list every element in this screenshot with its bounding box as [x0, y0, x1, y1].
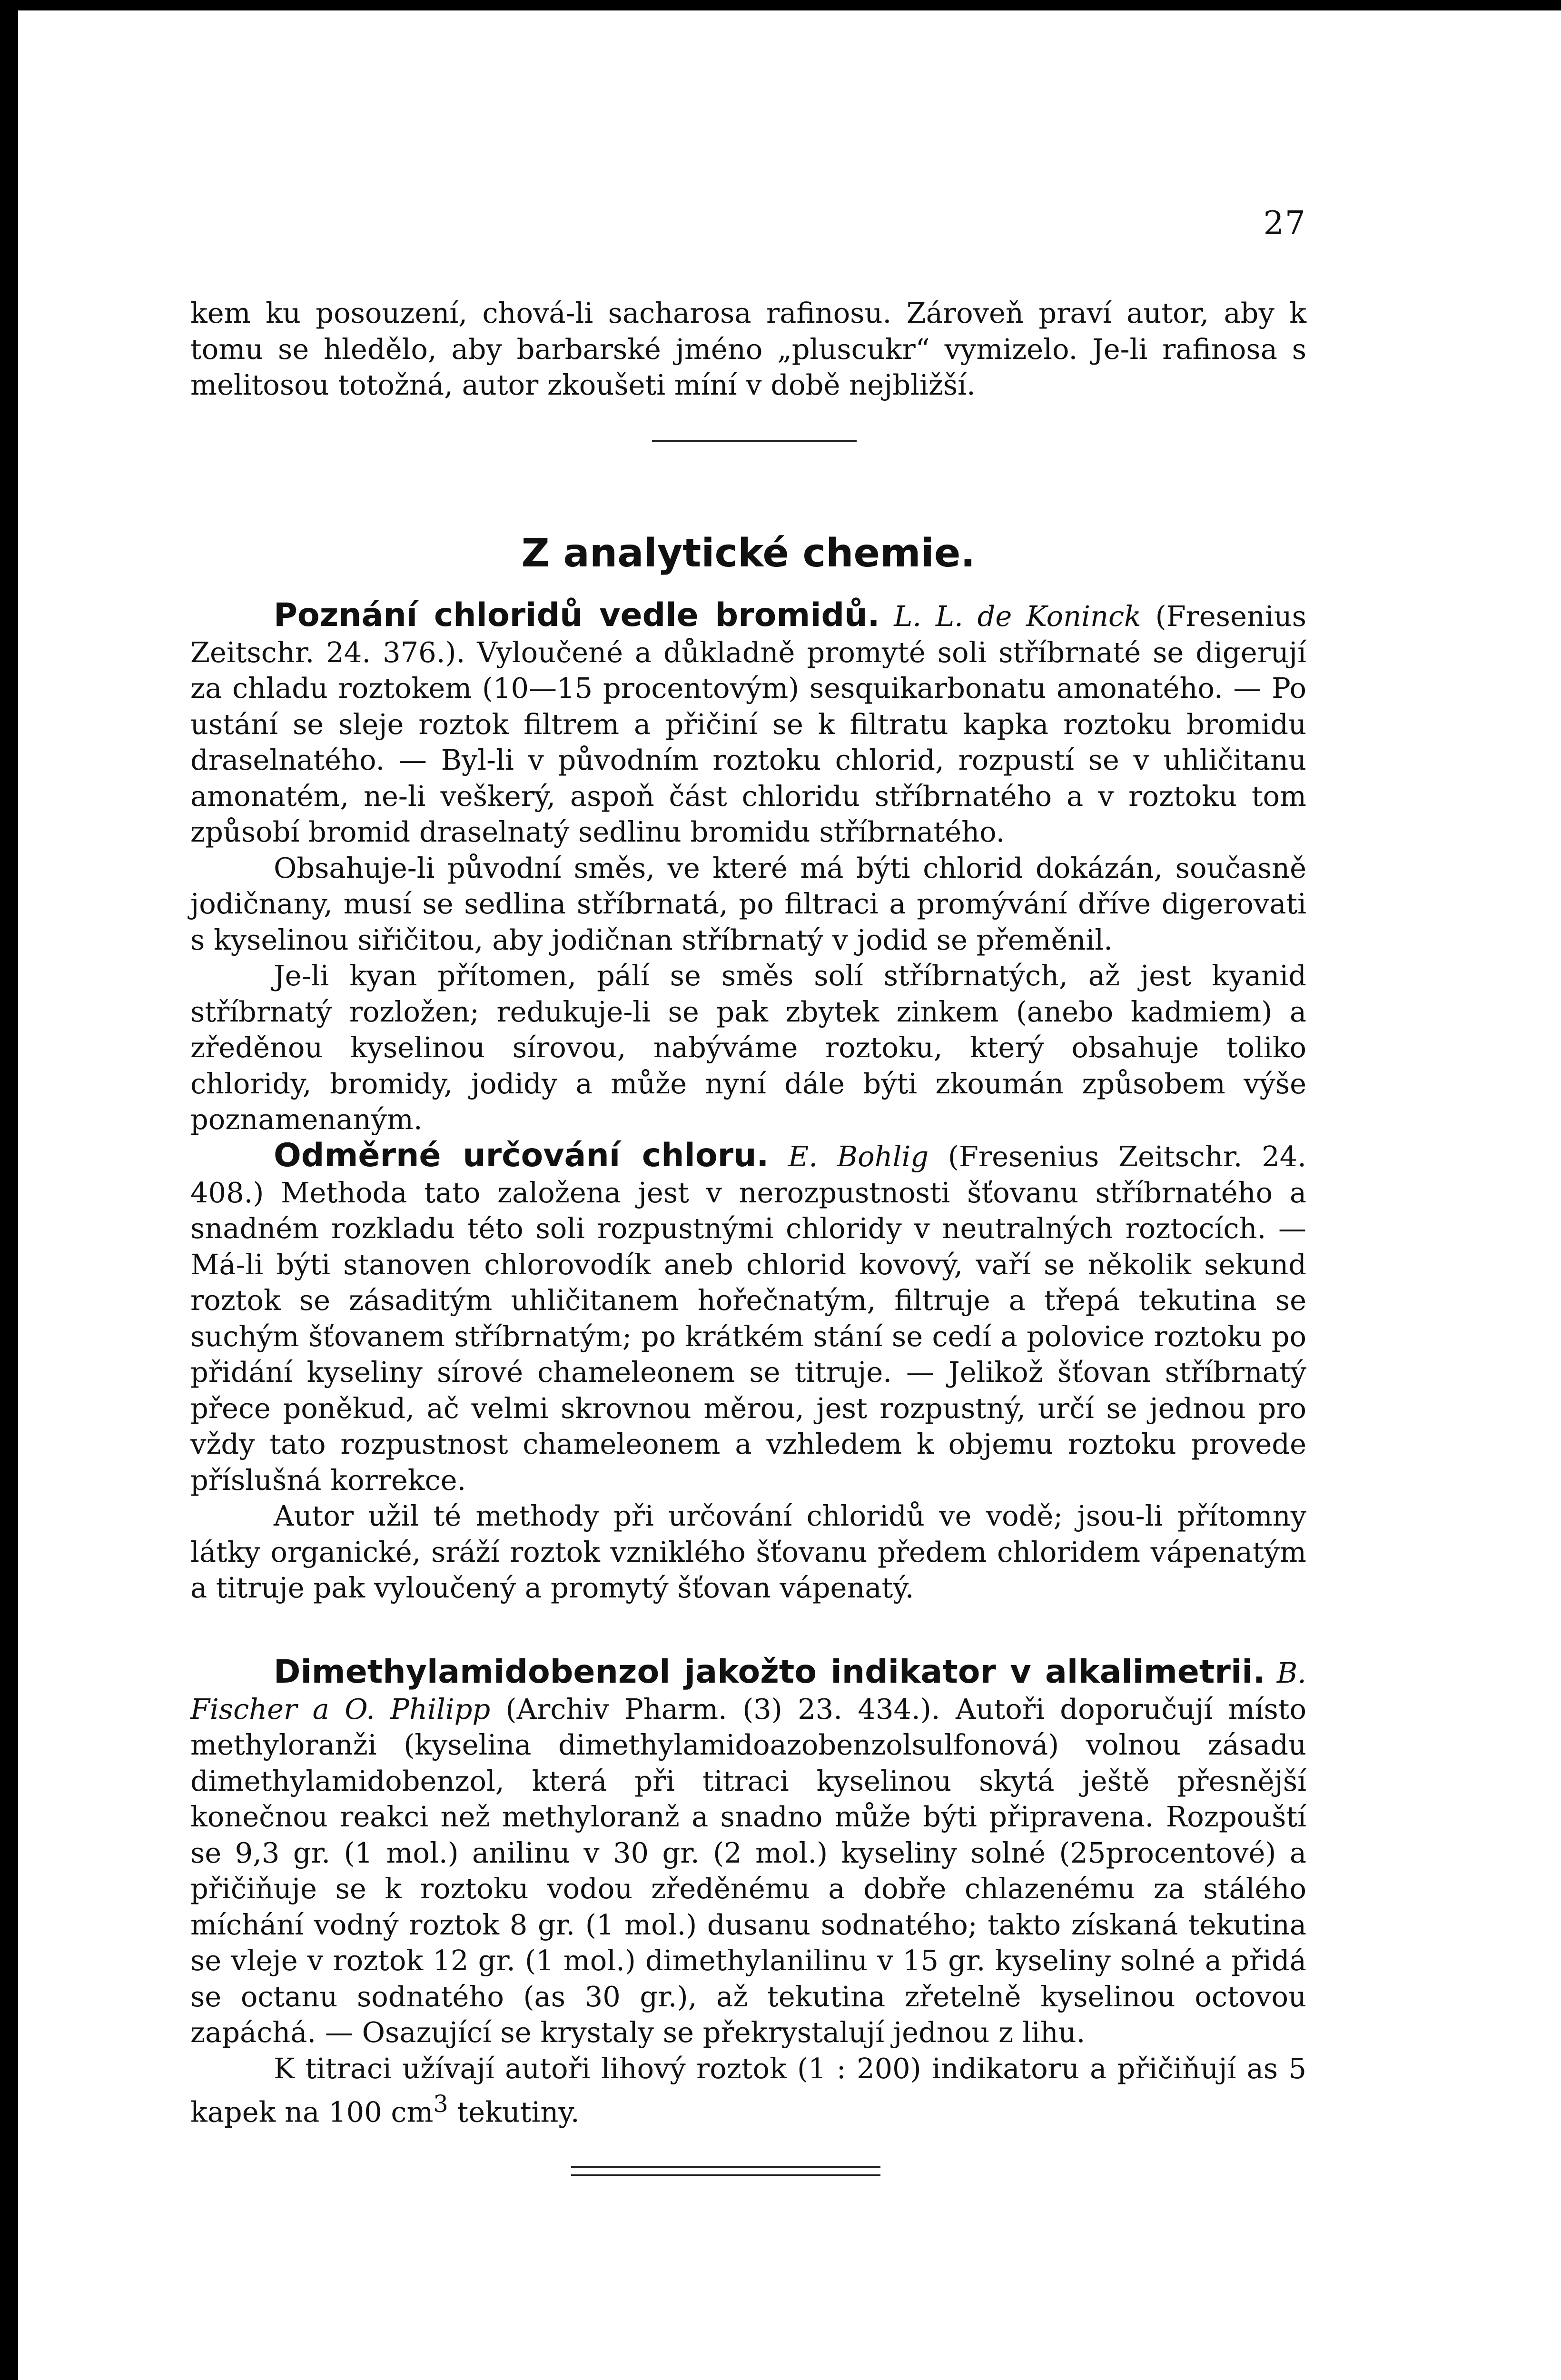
- article1-paragraph-1: [190, 597, 1306, 850]
- article2-heading: Odměrné určování chloru.: [274, 1137, 769, 1174]
- intro-paragraph: [190, 295, 1306, 403]
- article3-citation: (Archiv Pharm. (3) 23. 434.).: [490, 1692, 956, 1726]
- article-chloride-bromide: [190, 597, 1306, 1138]
- intro-text: kem ku posouzení, chová-li sacharosa rafinosu. Zároveň praví autor, aby k tomu se hledělo, aby barbarské jméno „pluscukr“ vymizelo. Je-li rafinosa s melitosou totožná, autor zkoušeti míní v době nejbližší.: [190, 297, 1306, 401]
- scan-edge-top: [0, 0, 1561, 10]
- article2-paragraph-1: [190, 1138, 1306, 1498]
- section-title: Z analytické chemie.: [521, 531, 976, 576]
- divider-rule: [652, 440, 857, 442]
- scan-edge-left: [0, 0, 18, 2380]
- page-number: 27: [1263, 205, 1306, 242]
- article2-citation: (Fresenius Zeitschr. 24. 408.): [190, 1140, 1306, 1209]
- article2-paragraph-2: Autor užil té methody při určování chloridů ve vodě; jsou-li přítomny látky organické, sráží roztok vzniklého šťovanu předem chloridem vápenatým a titruje pak vyloučený a promytý šťovan vápenatý.: [190, 1499, 1306, 1604]
- article3-paragraph-2: [190, 2051, 1306, 2131]
- end-rule-bottom: [571, 2174, 880, 2176]
- article1-citation: (Fresenius Zeitschr. 24. 376.).: [190, 600, 1306, 669]
- article1-author: L. L. de Koninck: [894, 600, 1141, 633]
- article1-body: Vyloučené a důkladně promyté soli stříbrnaté se digerují za chladu roztokem (10—15 procentovým) sesquikarbonatu amonatého. — Po ustání se sleje roztok filtrem a přičiní se k filtratu kapka roztoku bromidu draselnatého. — Byl-li v původním roztoku chlorid, rozpustí se v uhličitanu amonatém, ne-li veškerý, aspoň část chloridu stříbrnatého a v roztoku tom způsobí bromid draselnatý sedlinu bromidu stříbrnatého.: [190, 635, 1306, 848]
- article3-paragraph-1: [190, 1654, 1306, 2051]
- article3-body: Autoři doporučují místo methyloranži (kyselina dimethylamidoazobenzolsulfonová) volnou zásadu dimethylamidobenzol, která při titraci kyselinou skytá ještě přesnější konečnou reakci než methyloranž a snadno může býti připravena. Rozpouští se 9,3 gr. (1 mol.) anilinu v 30 gr. (2 mol.) kyseliny solné (25procentové) a přičiňuje se k roztoku vodou zředěnému a dobře chlazenému za stálého míchání vodný roztok 8 gr. (1 mol.) dusanu sodnatého; takto získaná tekutina se vleje v roztok 12 gr. (1 mol.) dimethylanilinu v 15 gr. kyseliny solné a přidá se octanu sodnatého (as 30 gr.), až tekutina zřetelně kyselinou octovou zapáchá. — Osazující se krystaly se překrystalují jednou z lihu.: [190, 1692, 1307, 2049]
- article-dimethylamidobenzol: [190, 1654, 1306, 2130]
- article1-heading: Poznání chloridů vedle bromidů.: [274, 596, 880, 634]
- article1-paragraph-2: Obsahuje-li původní směs, ve které má býti chlorid dokázán, současně jodičnany, musí se sedlina stříbrnatá, po filtraci a promývání dříve digerovati s kyselinou siřičitou, aby jodičnan stříbrnatý v jodid se přeměnil.: [190, 851, 1306, 956]
- article2-author: E. Bohlig: [788, 1140, 929, 1173]
- article3-superscript: 3: [433, 2090, 448, 2118]
- article3-author: B. Fischer a O. Philipp: [190, 1656, 1306, 1726]
- article-chlorine-titration: [190, 1138, 1306, 1606]
- article3-heading: Dimethylamidobenzol jakožto indikator v alkalimetrii.: [274, 1653, 1265, 1691]
- article3-p2-text: K titraci užívají autoři lihový roztok (1 : 200) indikatoru a přičiňují as 5 kapek na 100 cm: [190, 2052, 1306, 2129]
- article1-paragraph-3: Je-li kyan přítomen, pálí se směs solí stříbrnatých, až jest kyanid stříbrnatý rozložen; redukuje-li se pak zbytek zinkem (anebo kadmiem) a zředěnou kyselinou sírovou, nabýváme roztoku, který obsahuje toliko chloridy, bromidy, jodidy a může nyní dále býti zkoumán způsobem výše poznamenaným.: [190, 959, 1306, 1136]
- article2-body: Methoda tato založena jest v nerozpustnosti šťovanu stříbrnatého a snadném rozkladu této soli rozpustnými chloridy v neutralných roztocích. — Má-li býti stanoven chlorovodík aneb chlorid kovový, vaří se několik sekund roztok se zásaditým uhličitanem hořečnatým, filtruje a třepá tekutina se suchým šťovanem stříbrnatým; po krátkém stání se cedí a polovice roztoku po přidání kyseliny sírové chameleonem se titruje. — Jelikož šťovan stříbrnatý přece poněkud, ač velmi skrovnou měrou, jest rozpustný, určí se jednou pro vždy tato rozpustnost chameleonem a vzhledem k objemu roztoku provede příslušná korrekce.: [190, 1176, 1307, 1497]
- end-rule-top: [571, 2166, 880, 2168]
- article3-p2-end: tekutiny.: [448, 2095, 580, 2129]
